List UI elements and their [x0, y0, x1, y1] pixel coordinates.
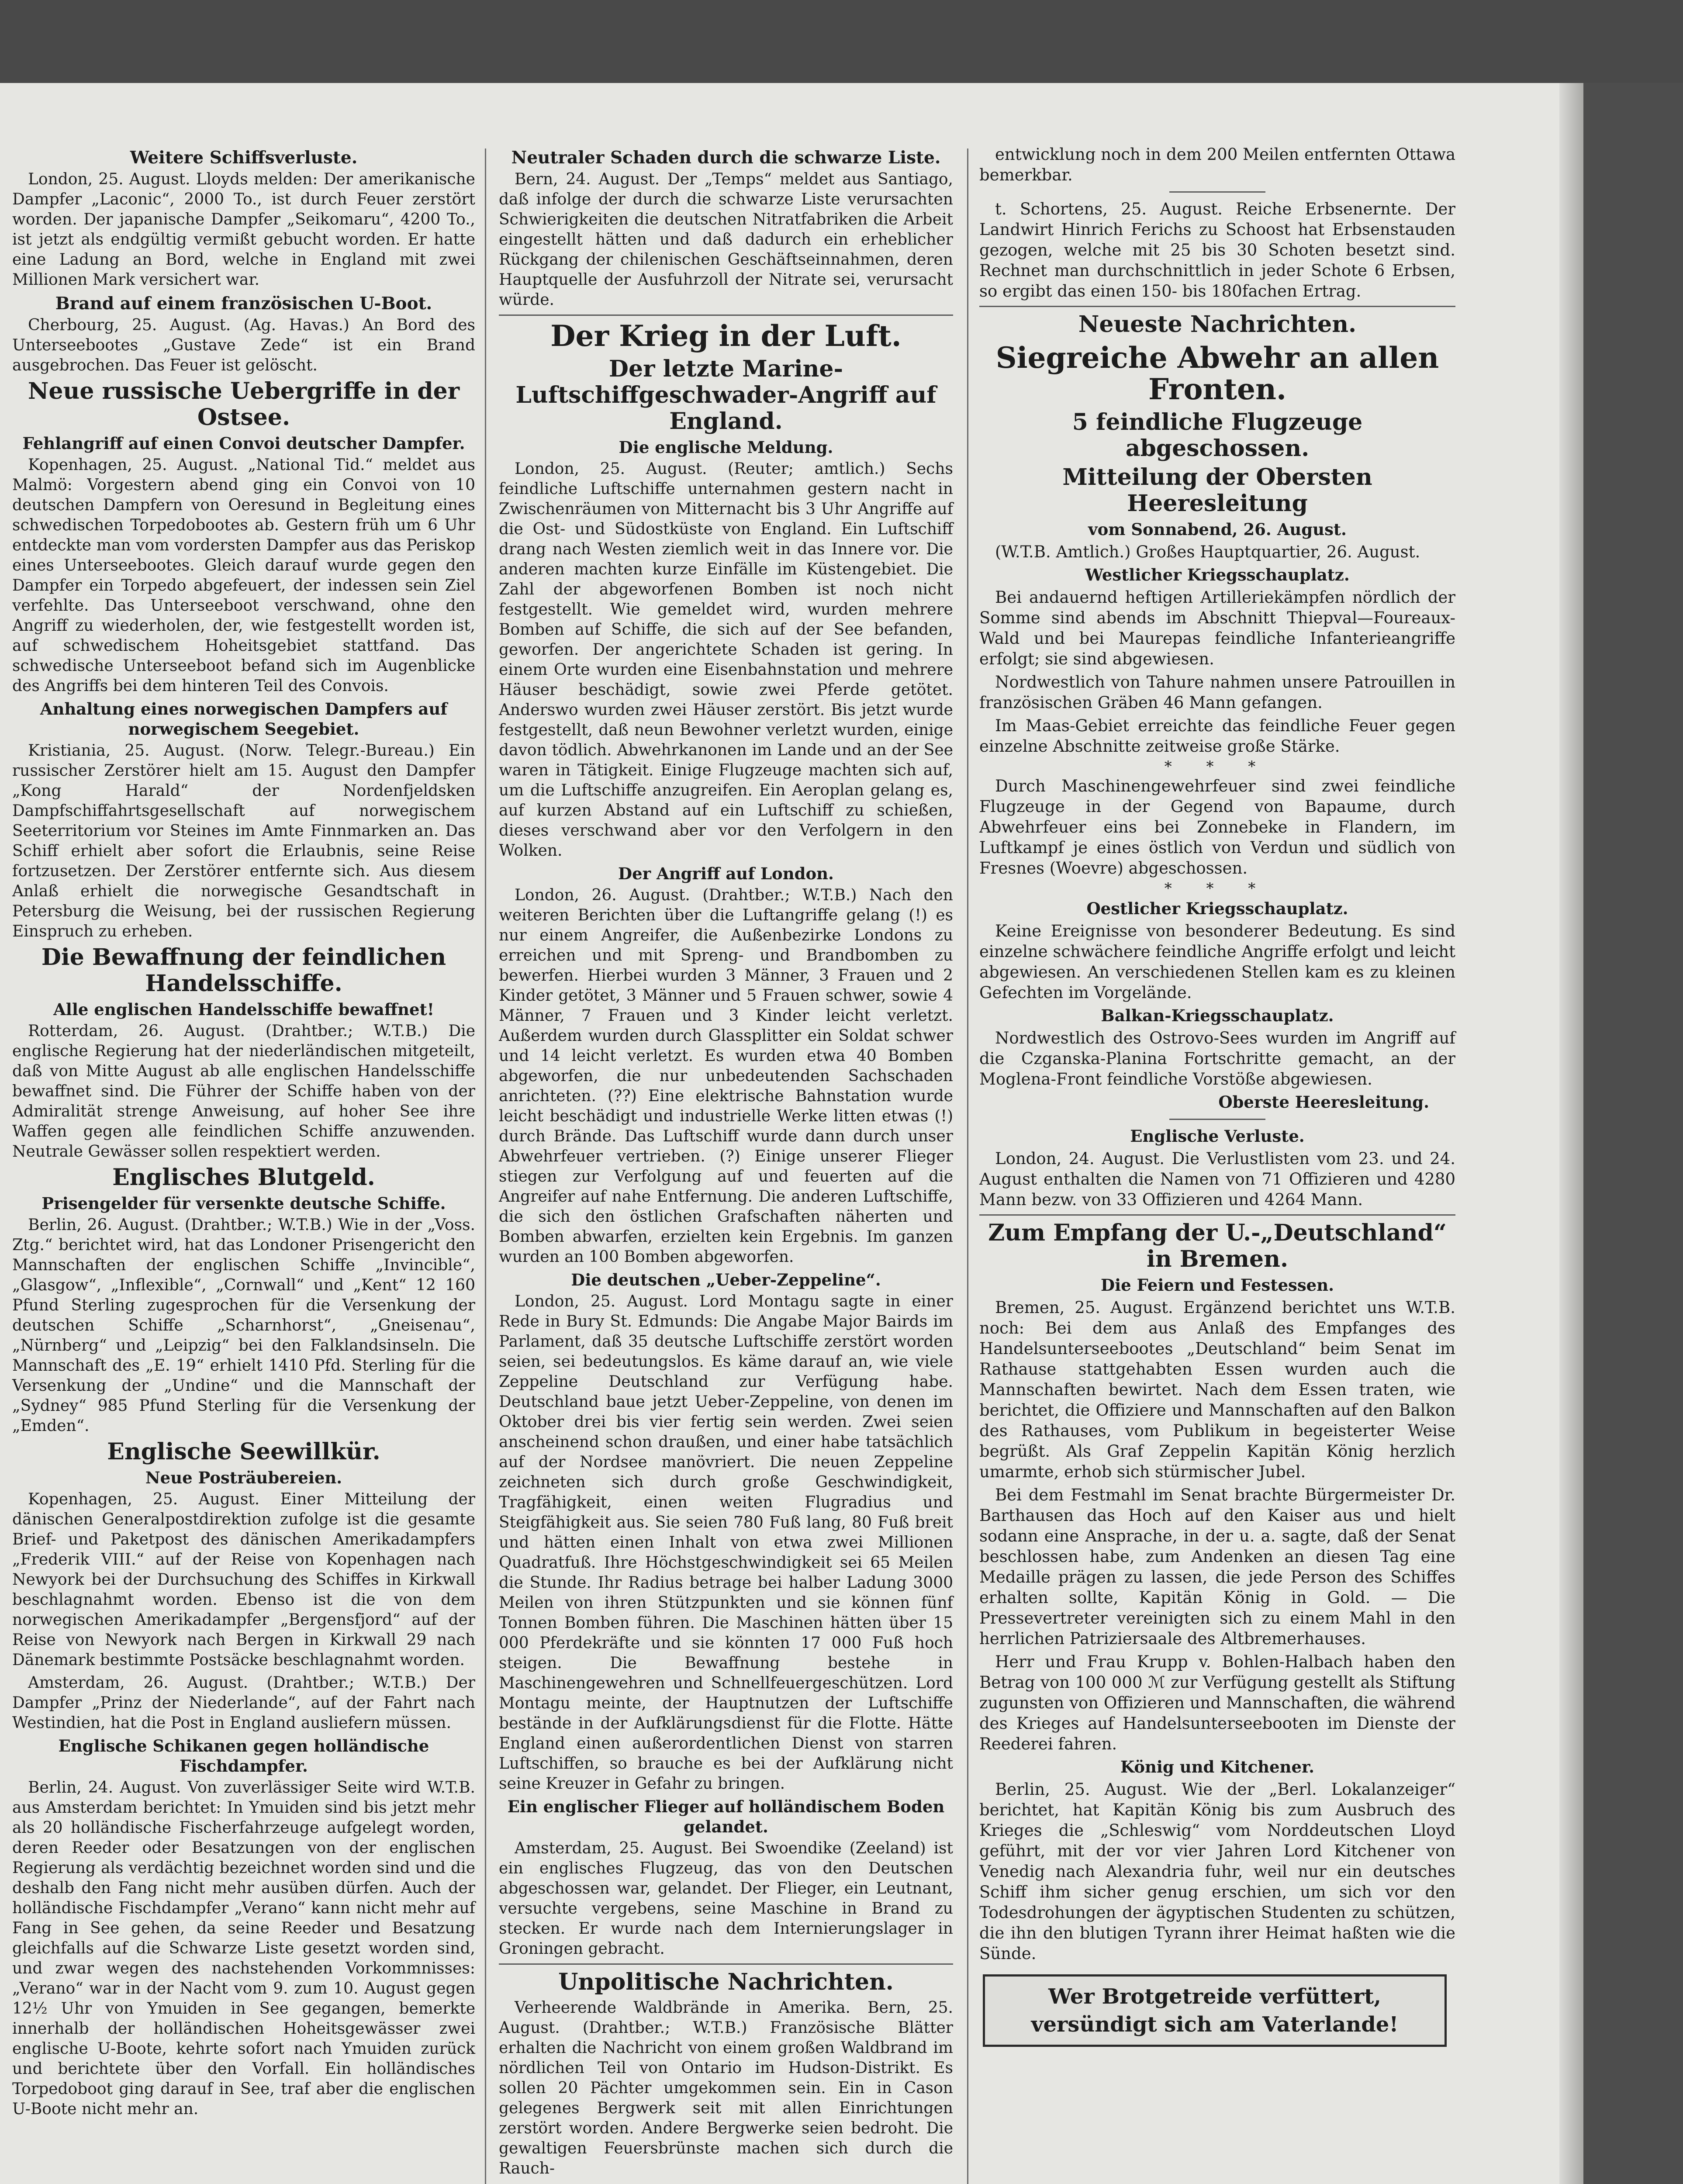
article-paragraph: Bremen, 25. August. Ergänzend berichtet uns W.T.B. noch: Bei dem aus Anlaß des Empfanges des Handelsunterseebootes „Deutschland“ beim Senat im Rathause stattgehabten Essen wurden auch die Mannschaften bewirtet. Nach dem Essen traten, wie berichtet, die Offiziere und Mannschaften auf den Balkon des Rathauses, vom Publikum in begeisterter Weise begrüßt. Als Graf Zeppelin Kapitän König herzlich umarmte, erhob sich stürmischer Jubel. — [979, 1298, 1455, 1481]
article-paragraph: London, 25. August. Lord Montagu sagte in einer Rede in Bury St. Edmunds: Die Angabe Major Bairds im Parlament, daß 35 deutsche Luftschiffe zerstört worden seien, sei bedeutungslos. Es käme darauf an, wie viele Zeppeline Deutschland zur Verfügung habe. Deutschland baue jetzt Ueber-Zeppeline, von denen im Oktober drei bis vier fertig sein werden. Zwei seien anscheinend schon draußen, und einer habe tatsächlich auf der Nordsee manövriert. Die neuen Zeppeline zeichneten sich durch große Geschwindigkeit, Tragfähigkeit, einen weiten Flugradius und Steigfähigkeit aus. Sie seien 780 Fuß lang, 80 Fuß breit und hätten einen Inhalt von etwa zwei Millionen Quadratfuß. Ihre Höchstgeschwindigkeit sei 65 Meilen die Stunde. Ihr Radius betrage bei halber Ladung 3000 Meilen von ihren Stützpunkten und sie können fünf Tonnen Bomben führen. Die Maschinen hätten über 15 000 Pferdekräfte und sie könnten 17 000 Fuß hoch steigen. Die Bewaffnung bestehe in Maschinengewehren und Schnellfeuergeschützen. Lord Montagu meinte, der Hauptnutzen der Luftschiffe bestände in der Aufklärungsdienst für die Flotte. Hätte England einen außerordentlichen Dienst von starren Luftschiffen, so brauche es bei der Aufklärung nicht seine Kreuzer in Gefahr zu bringen. — [499, 1292, 953, 1793]
section-heading: Neutraler Schaden durch die schwarze Liste. — [511, 148, 941, 168]
column-middle — [499, 144, 953, 2181]
article-paragraph: Berlin, 26. August. (Drahtber.; W.T.B.) Wie in der „Voss. Ztg.“ berichtet wird, hat das Londoner Prisengericht den Mannschaften der englischen Schiffe „Invincible“, „Glasgow“, „Inflexible“, „Cornwall“ und „Kent“ 12 160 Pfund Sterling zugesprochen für die Versenkung der deutschen Schiffe „Scharnhorst“, „Gneisenau“, „Nürnberg“ und „Leipzig“ bei den Falklandsinseln. Die Mannschaft des „E. 19“ erhielt 1410 Pfd. Sterling für die Versenkung der „Undine“ und die Mannschaft der „Sydney“ 985 Pfund Sterling für die Versenkung der „Emden“. — [12, 1216, 475, 1435]
article-paragraph: Kristiania, 25. August. (Norw. Telegr.-Bureau.) Ein russischer Zerstörer hielt am 15. August den Dampfer „Kong Harald“ der Nordenfjeldsken Dampfschiffahrtsgesellschaft auf norwegischem Seeterritorium vor Steines im Amte Finnmarken an. Das Schiff erhielt aber sofort die Erlaubnis, seine Reise fortzusetzen. Der Zerstörer entfernte sich. Aus diesem Anlaß erhielt die norwegische Gesandtschaft in Petersburg die Weisung, bei der russischen Regierung Einspruch zu erheben. — [12, 742, 475, 940]
article-paragraph: (W.T.B. Amtlich.) Großes Hauptquartier, 26. August. — [995, 543, 1420, 561]
headline-secondary: Der letzte Marine-Luftschiffgeschwader-Angriff auf England. — [515, 356, 937, 435]
headline-secondary: Englisches Blutgeld. — [112, 1164, 375, 1191]
article-paragraph: London, 25. August. Lloyds melden: Der amerikanische Dampfer „Laconic“, 2000 To., ist durch Feuer zerstört worden. Der japanische Dampfer „Seikomaru“, 4200 To., ist jetzt als endgültig vermißt gebucht worden. Er hatte eine Ladung an Bord, welche in England mit zwei Millionen Mark versichert war. — [12, 170, 475, 289]
subheading: Neue Posträubereien. — [145, 1468, 342, 1487]
article-paragraph: Rotterdam, 26. August. (Drahtber.; W.T.B.) Die englische Regierung hat der niederländischen mitgeteilt, daß von Mitte August ab alle englischen Handelsschiffe bewaffnet sind. Die Führer der Schiffe haben von der Admiralität strenge Anweisung, auf hoher See ihre Waffen gegen alle feindlichen Schiffe anzuwenden. Neutrale Gewässer sollen respektiert werden. — [12, 1022, 475, 1161]
page-edge — [1559, 83, 1583, 2184]
article-paragraph: Nordwestlich des Ostrovo-Sees wurden im Angriff auf die Czganska-Planina Fortschritte gemacht, an der Moglena-Front feindliche Vorstöße abgewiesen. — [979, 1029, 1455, 1089]
subheading: Oestlicher Kriegsschauplatz. — [1086, 899, 1348, 918]
headline-secondary: Neueste Nachrichten. — [1078, 311, 1357, 338]
article-paragraph: Kopenhagen, 25. August. Einer Mitteilung der dänischen Generalpostdirektion zufolge ist die gesamte Brief- und Paketpost des dänischen Amerikadampfers „Frederik VIII.“ auf der Reise von Kopenhagen nach Newyork bei der Durchsuchung des Schiffes in Kirkwall beschlagnahmt worden. Ebenso ist die von dem norwegischen Amerikadampfer „Bergensfjord“ auf der Reise von Newyork nach Bergen in Kirkwall 29 nach Dänemark bestimmte Postsäcke beschlagnahmt worden. — [12, 1490, 475, 1669]
headline-secondary: Die Bewaffnung der feindlichen Handelsschiffe. — [41, 944, 446, 997]
appeal-box — [983, 1974, 1447, 2047]
article-paragraph: London, 26. August. (Drahtber.; W.T.B.) Nach den weiteren Berichten über die Luftangriffe gelang (!) es nur einem Angreifer, die Außenbezirke Londons zu erreichen und mit Spreng- und Brandbomben zu bewerfen. Hierbei wurden 3 Männer, 3 Frauen und 2 Kinder getötet, 3 Männer und 5 Frauen schwer, sowie 4 Männer, 7 Frauen und 3 Kinder leicht verletzt. Außerdem wurden durch Glassplitter ein Soldat schwer und 14 leicht verletzt. Es wurden etwa 40 Bomben abgeworfen, die nur unbedeutenden Sachschaden anrichteten. (??) Eine elektrische Bahnstation wurde leicht beschädigt und industrielle Werke litten etwas (!) durch Brände. Das Luftschiff wurde dann durch unser Abwehrfeuer vertrieben. (?) Einige unserer Flieger stiegen zur Verfolgung auf und feuerten auf die Angreifer auf nahe Entfernung. Die anderen Luftschiffe, die sich den östlichen Grafschaften näherten und Bomben abwarfen, erzielten kein Ergebnis. Im ganzen wurden an 100 Bomben abgeworfen. — [499, 886, 953, 1266]
headline-secondary: 5 feindliche Flugzeuge abgeschossen. — [1072, 409, 1363, 462]
headline: Siegreiche Abwehr an allen Fronten. — [995, 341, 1439, 406]
subheading: Die deutschen „Ueber-Zeppeline“. — [571, 1270, 881, 1289]
article-paragraph: Berlin, 24. August. Von zuverlässiger Seite wird W.T.B. aus Amsterdam berichtet: In Ymuiden sind bis jetzt mehr als 20 holländische Fischerfahrzeuge aufgelegt worden, deren Reeder oder Besatzungen von der englischen Regierung als verdächtig bezeichnet worden sind und die deshalb den Fang nicht mehr ausüben dürfen. Auch der holländische Fischdampfer „Verano“ kann nicht mehr auf Fang in See gehen, da seine Reeder und Besatzung gleichfalls auf die Schwarze Liste gesetzt worden sind, und zwar wegen des nachstehenden Vorkommnisses: „Verano“ war in der Nacht vom 9. zum 10. August gegen 12½ Uhr von Ymuiden in See gegangen, bemerkte innerhalb der holländischen Hoheitsgewässer zwei englische U-Boote, kehrte sofort nach Ymuiden zurück und berichtete über den Vorfall. Ein holländisches Torpedoboot ging darauf in See, traf aber die englischen U-Boote nicht mehr an. — [12, 1779, 475, 2118]
scanner-background — [0, 0, 1683, 83]
newspaper-page — [0, 83, 1559, 2184]
column-rule-right — [967, 149, 968, 2184]
subheading: Westlicher Kriegsschauplatz. — [1085, 565, 1350, 584]
article-paragraph: Nordwestlich von Tahure nahmen unsere Patrouillen in französischen Gräben 46 Mann gefangen. — [979, 673, 1455, 712]
article-paragraph: Amsterdam, 26. August. (Drahtber.; W.T.B.) Der Dampfer „Prinz der Niederlande“, auf der Fahrt nach Westindien, hat die Post in England ausliefern müssen. — [12, 1674, 475, 1732]
asterisk-divider: * * * — [1164, 880, 1271, 897]
article-paragraph: Herr und Frau Krupp v. Bohlen-Halbach haben den Betrag von 100 000 ℳ zur Verfügung gestellt als Stiftung zugunsten von Offizieren und Mannschaften, die während des Krieges auf Handelsunterseebooten im Dienste der Reederei fahren. — [979, 1652, 1455, 1753]
article-paragraph: Im Maas-Gebiet erreichte das feindliche Feuer gegen einzelne Abschnitte zeitweise große Stärke. — [979, 716, 1455, 756]
article-paragraph: Verheerende Waldbrände in Amerika. Bern, 25. August. (Drahtber.; W.T.B.) Französische Blätter erhalten die Nachricht von einem großen Waldbrand im nördlichen Teil von Ontario im Hudson-Distrikt. Es sollen 20 Pächter umgekommen sein. Ein in Cason gelegenes Bergwerk seit mit allen Einrichtungen zerstört worden. Andere Bergwerke seien bedroht. Die gewaltigen Feuersbrünste machen sich durch die Rauch- — [499, 1999, 953, 2177]
headline-secondary: Neue russische Uebergriffe in der Ostsee. — [28, 378, 460, 431]
subheading: Anhaltung eines norwegischen Dampfers auf norwegischem Seegebiet. — [40, 699, 448, 739]
section-heading: Weitere Schiffsverluste. — [130, 148, 358, 168]
section-rule — [979, 306, 1455, 307]
headline-secondary: Englische Seewillkür. — [107, 1438, 380, 1465]
short-rule — [1169, 1119, 1265, 1120]
subheading: Balkan-Kriegsschauplatz. — [1101, 1006, 1334, 1025]
subheading: Prisengelder für versenkte deutsche Schiffe. — [41, 1194, 446, 1213]
headline-secondary: Zum Empfang der U.-„Deutschland“ in Bremen. — [988, 1220, 1447, 1272]
article-paragraph: Bei andauernd heftigen Artilleriekämpfen nördlich der Somme sind abends im Abschnitt Thiepval—Foureaux-Wald und bei Maurepas feindliche Infanterieangriffe erfolgt; sie sind abgewiesen. — [979, 588, 1455, 668]
headline-secondary: Mitteilung der Obersten Heeresleitung — [1062, 464, 1372, 517]
article-paragraph: Keine Ereignisse von besonderer Bedeutung. Es sind einzelne schwächere feindliche Angriffe erfolgt und leicht abgewiesen. An verschiedenen Stellen kam es zu kleinen Gefechten im Vorgelände. — [979, 922, 1455, 1002]
subheading: Englische Verluste. — [1130, 1127, 1305, 1146]
column-right-body — [979, 144, 1455, 1964]
headline: Der Krieg in der Luft. — [550, 319, 902, 353]
short-rule — [1169, 191, 1265, 193]
scanner-margin — [1583, 83, 1683, 2184]
subheading: Alle englischen Handelsschiffe bewaffnet! — [53, 1000, 434, 1019]
subheading: Englische Schikanen gegen holländische Fischdampfer. — [58, 1736, 429, 1776]
section-rule — [979, 1214, 1455, 1216]
section-rule — [499, 1963, 953, 1965]
article-paragraph: Berlin, 25. August. Wie der „Berl. Lokalanzeiger“ berichtet, hat Kapitän König bis zum Ausbruch des Krieges die „Schleswig“ vom Norddeutschen Lloyd geführt, mit der vor vier Jahren Lord Kitchener von Venedig nach Alexandria fuhr, weil nur ein deutsches Schiff ihm sicher genug erschien, um sich vor den Todesdrohungen der ägyptischen Studenten zu schützen, die ihn den blutigen Tyrann ihrer Heimat haßten wie die Sünde. — [979, 1780, 1455, 1963]
article-paragraph: Bern, 24. August. Der „Temps“ meldet aus Santiago, daß infolge der durch die schwarze Liste verursachten Schwierigkeiten die deutschen Nitratfabriken die Arbeit eingestellt hätten und daß dadurch ein erheblicher Rückgang der chilenischen Geschäftseinnahmen, deren Hauptquelle der Ausfuhrzoll der Nitrate sei, verursacht würde. — [499, 170, 953, 309]
column-right — [979, 144, 1455, 2047]
section-heading: Brand auf einem französischen U-Boot. — [55, 294, 432, 314]
subheading: Ein englischer Flieger auf holländischem Boden gelandet. — [507, 1797, 945, 1836]
appeal-line-2: versündigt sich am Vaterlande! — [1031, 2012, 1399, 2037]
article-paragraph: Amsterdam, 25. August. Bei Swoendike (Zeeland) ist ein englisches Flugzeug, das von den Deutschen abgeschossen war, gelandet. Der Flieger, ein Leutnant, versuchte vergebens, seine Maschine in Brand zu stecken. Er wurde nach dem Internierungslager in Groningen gebracht. — [499, 1839, 953, 1958]
subheading: vom Sonnabend, 26. August. — [1088, 520, 1347, 539]
headline-secondary: Unpolitische Nachrichten. — [558, 1969, 894, 1995]
asterisk-divider: * * * — [1164, 758, 1271, 775]
article-paragraph: Bei dem Festmahl im Senat brachte Bürgermeister Dr. Barthausen das Hoch auf den Kaiser aus und hielt sodann eine Ansprache, in der u. a. sagte, daß der Senat beschlossen habe, zum Andenken an diesen Tag eine Medaille prägen zu lassen, die jede Person des Schiffes erhalten sollte, Kapitän König in Gold. — Die Pressevertreter vereinigten sich zu einem Mahl in den herrlichen Patriziersaale des Altbremerhauses. — [979, 1486, 1455, 1648]
signature: Oberste Heeresleitung. — [1218, 1092, 1429, 1112]
article-paragraph: London, 24. August. Die Verlustlisten vom 23. und 24. August enthalten die Namen von 71 Offizieren und 4280 Mann bezw. von 33 Offizieren und 4264 Mann. — [979, 1149, 1455, 1209]
subheading: König und Kitchener. — [1120, 1757, 1314, 1776]
subheading: Der Angriff auf London. — [618, 864, 834, 883]
appeal-line-1: Wer Brotgetreide verfüttert, — [1048, 1984, 1382, 2009]
column-rule-left — [485, 149, 486, 2184]
article-paragraph: Cherbourg, 25. August. (Ag. Havas.) An Bord des Unterseebootes „Gustave Zede“ ist ein Brand ausgebrochen. Das Feuer ist gelöscht. — [12, 316, 475, 374]
column-left — [12, 144, 475, 2122]
subheading: Fehlangriff auf einen Convoi deutscher Dampfer. — [22, 434, 465, 453]
article-paragraph: entwicklung noch in dem 200 Meilen entfernten Ottawa bemerkbar. — [979, 145, 1455, 184]
subheading: Die englische Meldung. — [619, 438, 833, 457]
article-paragraph: Kopenhagen, 25. August. „National Tid.“ meldet aus Malmö: Vorgestern abend ging ein Convoi von 10 deutschen Dampfern von Oeresund in Begleitung eines schwedischen Torpedobootes ab. Gestern früh um 6 Uhr entdeckte man vom vordersten Dampfer aus das Periskop eines Unterseebootes. Gleich darauf wurde gegen den Dampfer ein Torpedo abgefeuert, der indessen sein Ziel verfehlte. Das Unterseeboot verschwand, ohne den Angriff zu wiederholen, der, wie festgestellt worden ist, auf schwedischem Hoheitsgebiet stattfand. Das schwedische Unterseeboot befand sich im Augenblicke des Angriffs bei dem hinteren Teil des Convois. — [12, 456, 475, 695]
section-rule — [499, 314, 953, 316]
article-paragraph: t. Schortens, 25. August. Reiche Erbsenernte. Der Landwirt Hinrich Ferichs zu Schoost hat Erbsenstauden gezogen, welche mit 25 bis 30 Schoten besetzt sind. Rechnet man durchschnittlich in jeder Schote 6 Erbsen, so ergibt das einen 150- bis 180fachen Ertrag. — [979, 200, 1455, 301]
subheading: Die Feiern und Festessen. — [1100, 1275, 1334, 1295]
article-paragraph: Durch Maschinengewehrfeuer sind zwei feindliche Flugzeuge in der Gegend von Bapaume, durch Abwehrfeuer eins bei Zonnebeke in Flandern, im Luftkampf je eines östlich von Verdun und südlich von Fresnes (Woevre) abgeschossen. — [979, 777, 1455, 878]
article-paragraph: London, 25. August. (Reuter; amtlich.) Sechs feindliche Luftschiffe unternahmen gestern nacht in Zwischenräumen von Mitternacht bis 3 Uhr Angriffe auf die Ost- und Südostküste von England. Ein Luftschiff drang nach Westen ziemlich weit in das Innere vor. Die anderen machten kurze Einfälle im Küstengebiet. Die Zahl der abgeworfenen Bomben ist noch nicht festgestellt. Wie gemeldet wird, wurden mehrere Bomben auf Schiffe, die sich auf der See befanden, geworfen. Der angerichtete Schaden ist gering. In einem Orte wurden eine Eisenbahnstation und mehrere Häuser beschädigt, sowie zwei Pferde getötet. Anderswo wurden zwei Häuser zerstört. Bis jetzt wurde festgestellt, daß neun Bewohner verletzt wurden, einige davon tödlich. Abwehrkanonen im Lande und an der See waren in Tätigkeit. Einige Flugzeuge machten sich auf, um die Luftschiffe anzugreifen. Ein Aeroplan gelang es, auf kurzen Abstand auf ein Luftschiff zu schießen, dieses verschwand aber vor den Verfolgern in den Wolken. — [499, 460, 953, 860]
